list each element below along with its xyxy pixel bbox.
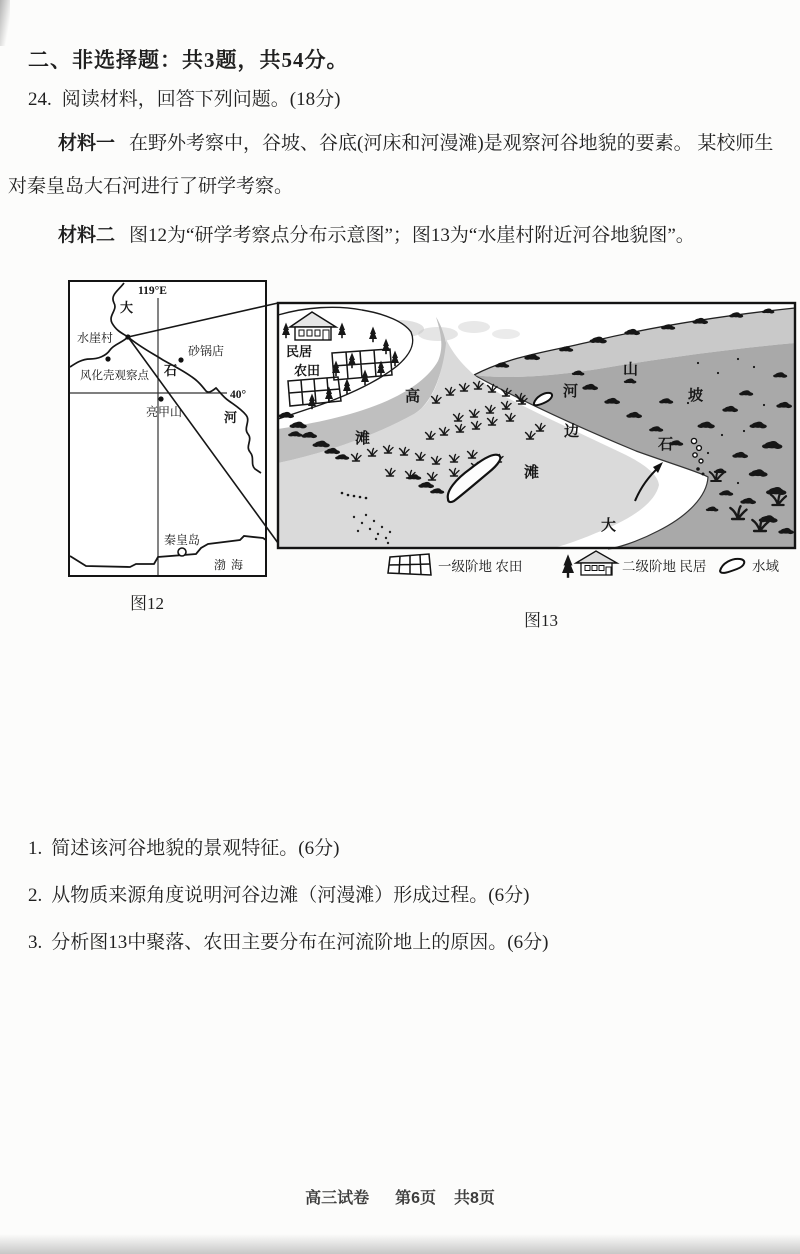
fenghuake-label: 风化壳观察点 — [80, 370, 149, 382]
po-label: 坡 — [688, 388, 704, 404]
sub-question-3 — [28, 927, 548, 954]
sub-question-2-number: 2. — [28, 885, 43, 906]
shi-label: 石 — [658, 437, 674, 453]
legend-label-water: 水域 — [752, 559, 779, 574]
figure13-valley — [278, 303, 795, 549]
figure13-caption: 图13 — [524, 611, 558, 630]
liangjiashan-point — [158, 396, 163, 401]
terrace-grid-icon — [388, 554, 431, 575]
shaguodian-label: 砂锅店 — [188, 344, 225, 358]
minju-label: 民居 — [286, 344, 313, 359]
sub-question-1 — [28, 833, 339, 860]
section-header: 二、非选择题：共3题，共54分。 — [28, 48, 349, 72]
question-24-text: 阅读材料，回答下列问题。(18分) — [61, 89, 341, 110]
sub-question-3-text: 分析图13中聚落、农田主要分布在河流阶地上的原因。(6分) — [51, 932, 549, 953]
gao-label: 高 — [405, 389, 421, 405]
material-2-text: 图12为“研学考察点分布示意图”；图13为“水崖村附近河谷地貌图”。 — [129, 225, 695, 246]
footer-paper-name: 高三试卷 — [305, 1190, 370, 1207]
da-label: 大 — [601, 518, 617, 534]
nongtian-label: 农田 — [294, 363, 321, 378]
sub-question-2 — [28, 880, 529, 907]
qinhuangdao-label: 秦皇岛 — [164, 533, 201, 547]
latitude-label: 40° — [230, 389, 247, 401]
material-2-paragraph — [8, 214, 786, 257]
scan-bottom-shade — [0, 1234, 800, 1254]
figure12-caption: 图12 — [130, 594, 164, 613]
scan-corner-shade — [0, 0, 10, 46]
river-char-da: 大 — [120, 300, 134, 315]
legend-label-terrace1: 一级阶地 农田 — [438, 559, 523, 574]
qinhuangdao-city-circle — [178, 548, 186, 556]
shan-label: 山 — [623, 362, 639, 378]
legend-label-terrace2: 二级阶地 民居 — [622, 559, 707, 574]
sub-question-3-number: 3. — [28, 932, 43, 953]
longitude-label: 119°E — [138, 285, 167, 297]
bian-label: 边 — [564, 424, 580, 440]
liangjiashan-label: 亮甲山 — [146, 405, 183, 419]
figure13-legend — [388, 551, 780, 578]
river-char-shi: 石 — [164, 363, 178, 378]
question-24-number: 24. — [28, 89, 52, 110]
river-char-he: 河 — [224, 410, 238, 425]
question-24-intro — [28, 84, 340, 111]
sub-question-1-number: 1. — [28, 838, 43, 859]
sub-question-1-text: 简述该河谷地貌的景观特征。(6分) — [51, 838, 340, 859]
shaguodian-point — [178, 357, 183, 362]
material-1-label: 材料一 — [58, 133, 116, 154]
figure-graphics — [60, 270, 800, 600]
material-1-text: 在野外考察中，谷坡、谷底(河床和河漫滩)是观察河谷地貌的要素。 某校师生对秦皇岛大石河进行了研学考察。 — [8, 133, 774, 197]
material-1-paragraph — [8, 122, 786, 208]
page-footer — [0, 1185, 800, 1208]
figure12-map — [69, 281, 266, 576]
footer-page-number: 第6页 — [395, 1190, 436, 1207]
water-icon — [720, 559, 744, 573]
figures-block — [60, 270, 800, 600]
bohai-label: 渤海 — [214, 558, 249, 572]
tree-house-icon — [562, 551, 617, 578]
he-label: 河 — [563, 384, 579, 400]
tan-upper-label: 滩 — [355, 431, 371, 447]
shuiyacun-label: 水崖村 — [77, 331, 114, 345]
sub-question-2-text: 从物质来源角度说明河谷边滩（河漫滩）形成过程。(6分) — [51, 885, 530, 906]
tan-lower-label: 滩 — [524, 465, 540, 481]
map-frame — [69, 281, 266, 576]
fenghuake-point-dot — [105, 356, 110, 361]
footer-total-pages: 共8页 — [454, 1190, 495, 1207]
material-2-label: 材料二 — [58, 225, 116, 246]
